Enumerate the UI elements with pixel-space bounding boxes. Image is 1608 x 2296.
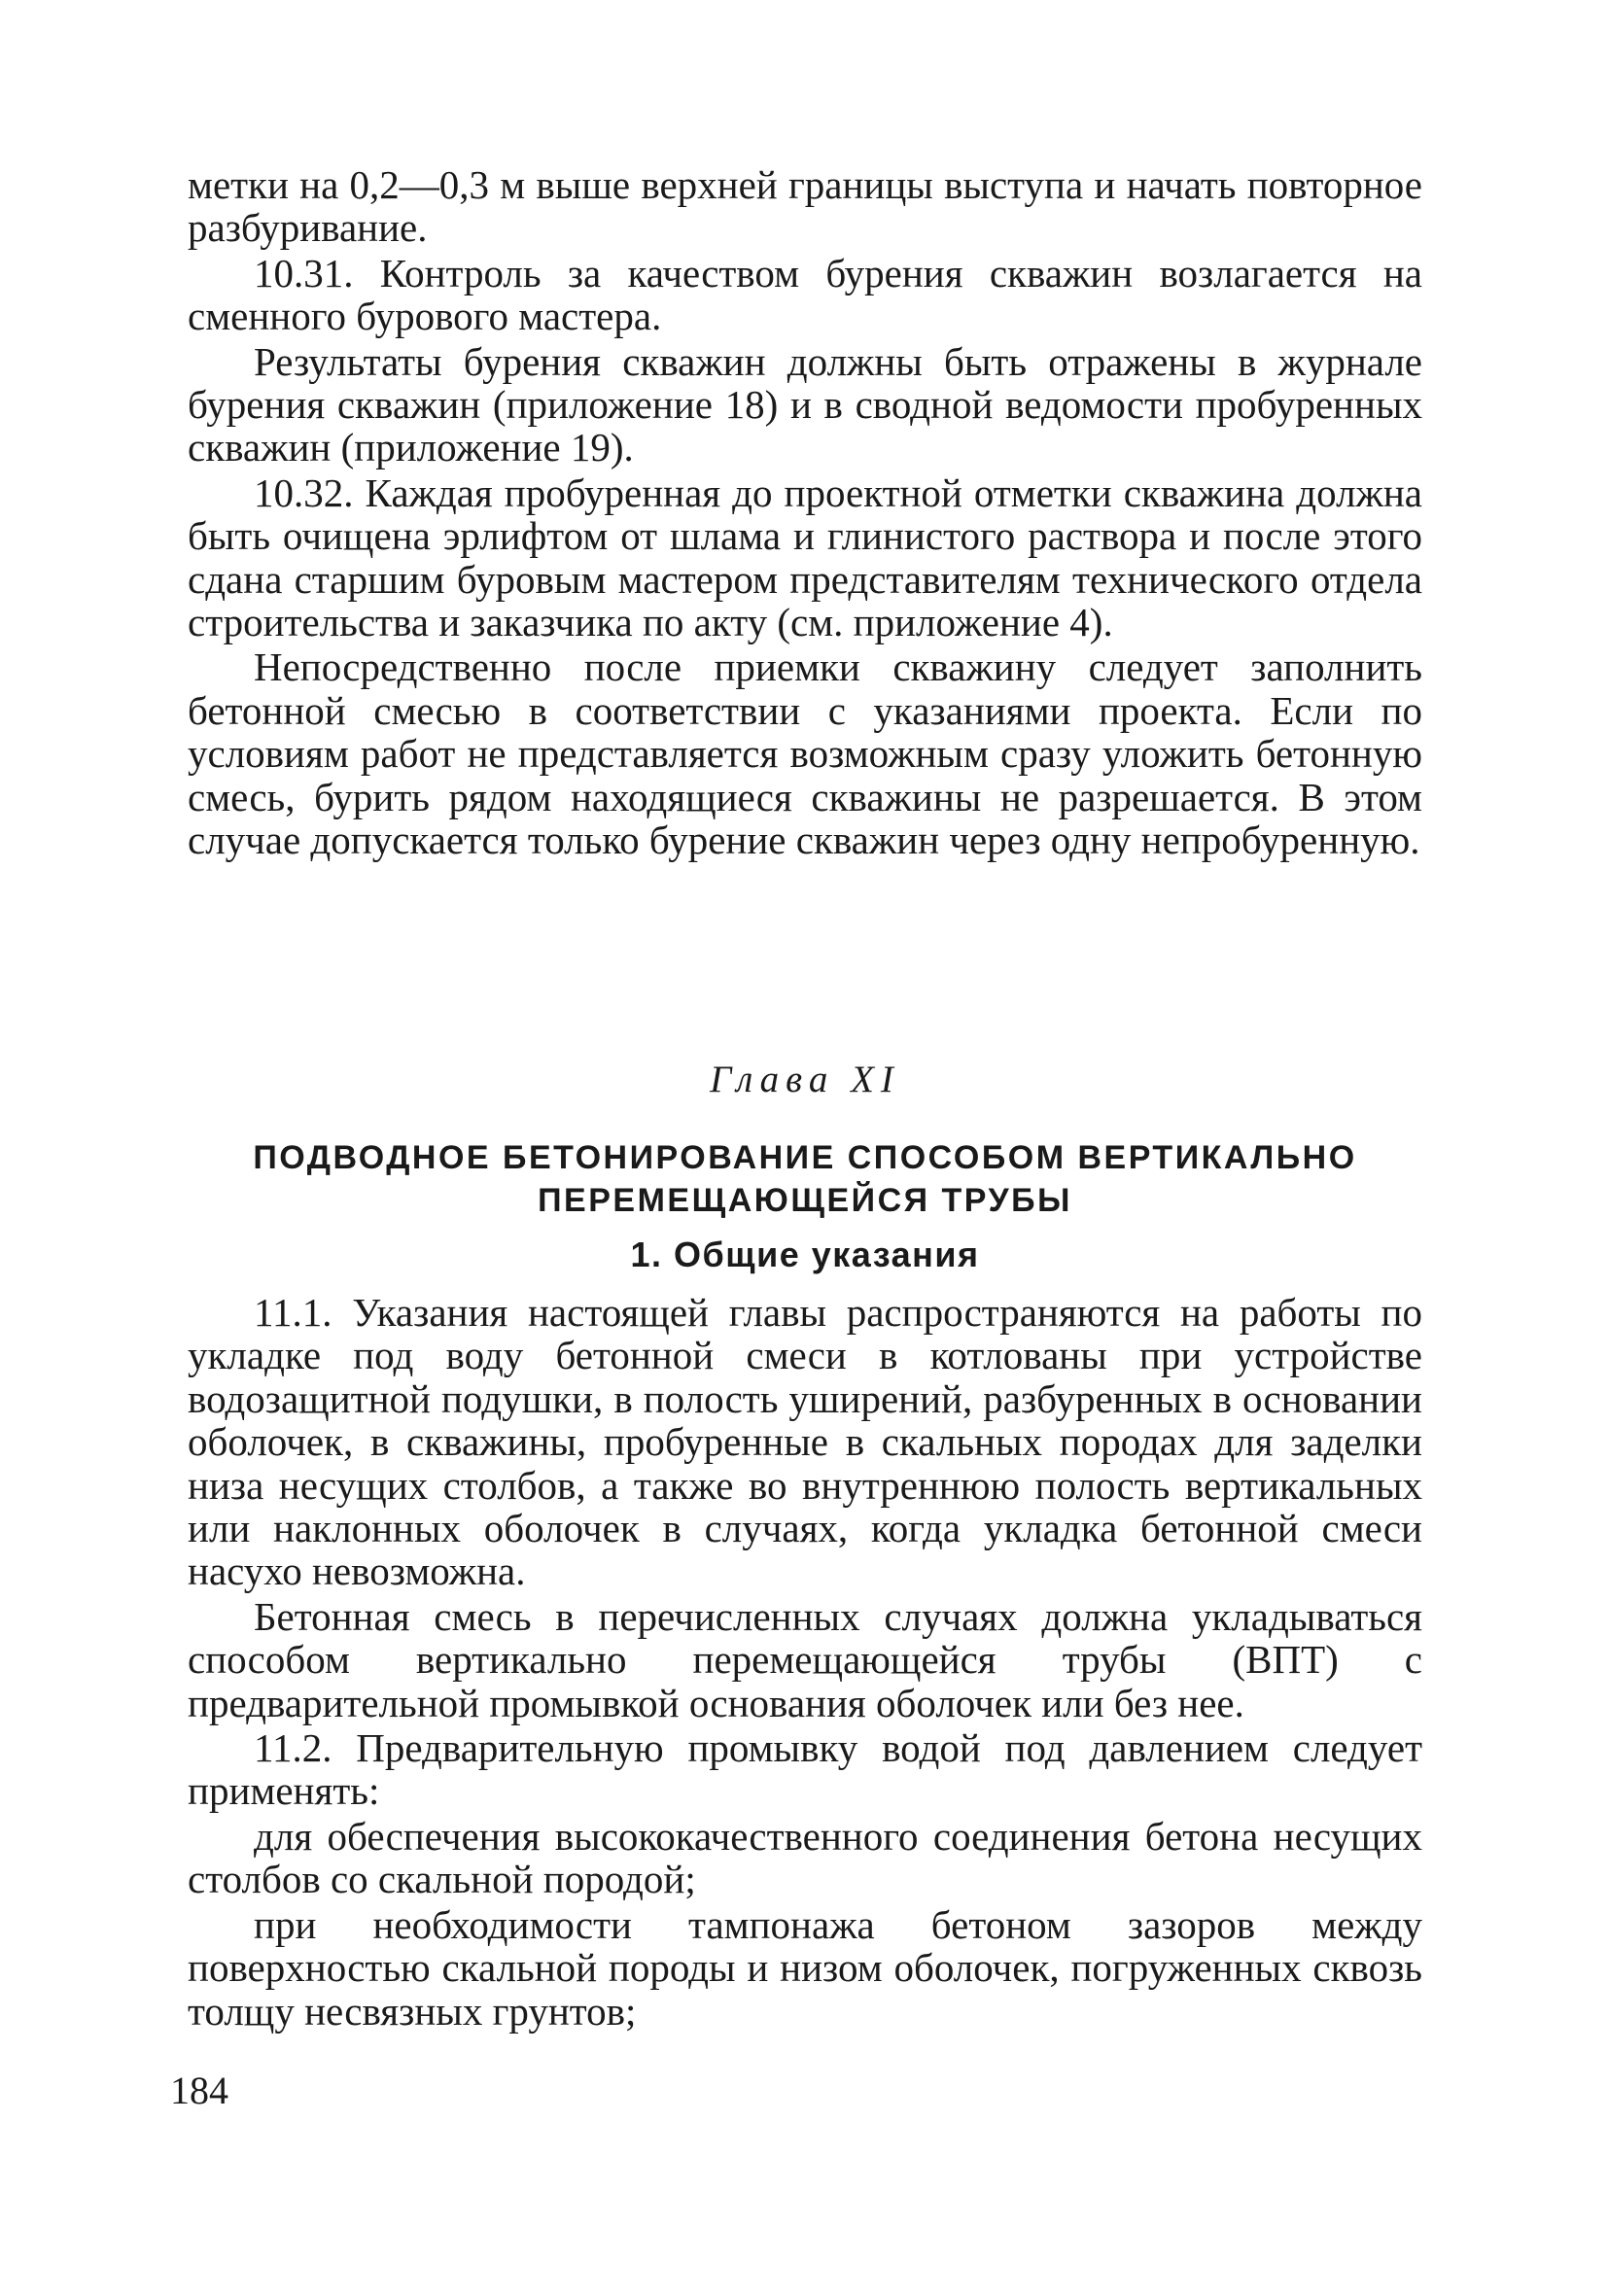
- chapter-title: [188, 1136, 1422, 1222]
- chapter-title-line-1: ПОДВОДНОЕ БЕТОНИРОВАНИЕ СПОСОБОМ ВЕРТИКАЛЬНО: [253, 1139, 1357, 1176]
- paragraph: Результаты бурения скважин должны быть отражены в журнале бурения скважин (приложение 18) и в сводной ведомости пробуренных скважин (приложение 19).: [188, 338, 1422, 470]
- paragraph: 11.2. Предварительную промывку водой под давлением следует применять:: [188, 1725, 1422, 1814]
- paragraph: Бетонная смесь в перечисленных случаях должна укладываться способом вертикально перемещающейся трубы (ВПТ) с предварительной промывкой основания оболочек или без нее.: [188, 1593, 1422, 1725]
- paragraph: для обеспечения высококачественного соединения бетона несущих столбов со скальной породой;: [188, 1813, 1422, 1902]
- paragraph: 10.31. Контроль за качеством бурения скважин возлагается на сменного бурового мастера.: [188, 250, 1422, 339]
- chapter-label: Глава XI: [710, 1059, 900, 1100]
- paragraph: Непосредственно после приемки скважину следует заполнить бетонной смесью в соответствии с указаниями проекта. Если по условиям работ не представляется возможным сразу уложить бетонную смесь, бурить рядом находящиеся скважины не разрешается. В этом случае допускается только бурение скважин через одну непробуренную.: [188, 644, 1422, 863]
- paragraph: 11.1. Указания настоящей главы распространяются на работы по укладке под воду бетонной смеси в котлованы при устройстве водозащитной подушки, в полость уширений, разбуренных в основании оболочек, в скважины, пробуренные в скальных породах для заделки низа несущих столбов, а также во внутреннюю полость вертикальных или наклонных оболочек в случаях, когда укладка бетонной смеси насухо невозможна.: [188, 1290, 1422, 1594]
- section-title: 1. Общие указания: [630, 1235, 980, 1274]
- page-number: 184: [170, 2069, 228, 2112]
- paragraph: метки на 0,2—0,3 м выше верхней границы выступа и начать повторное разбуривание.: [188, 162, 1422, 251]
- paragraph: 10.32. Каждая пробуренная до проектной отметки скважина должна быть очищена эрлифтом от шлама и глинистого раствора и после этого сдана старшим буровым мастером представителям технического отдела строительства и заказчика по акту (см. приложение 4).: [188, 470, 1422, 645]
- top-text-block: [188, 163, 1422, 864]
- chapter-title-line-2: ПЕРЕМЕЩАЮЩЕЙСЯ ТРУБЫ: [538, 1182, 1072, 1219]
- bottom-text-block: [188, 1291, 1422, 2035]
- paragraph: при необходимости тампонажа бетоном зазоров между поверхностью скальной породы и низом оболочек, погруженных сквозь толщу несвязных грунтов;: [188, 1901, 1422, 2034]
